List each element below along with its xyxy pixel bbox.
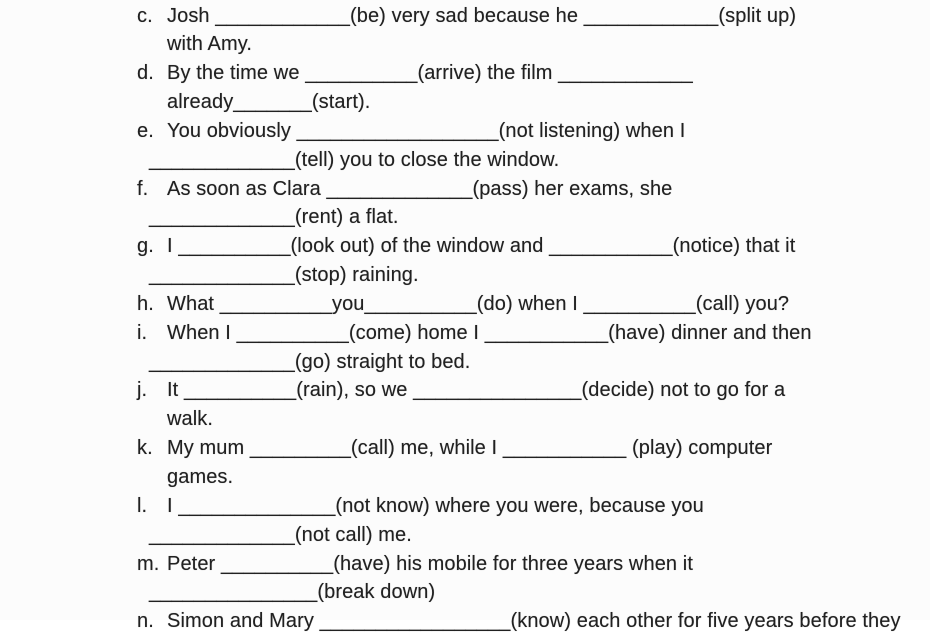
exercise-line [137, 550, 901, 579]
sentence-text: My mum _________(call) me, while I ___________ (play) computer [167, 437, 772, 459]
sentence-text: Josh ____________(be) very sad because he ____________(split up) [167, 5, 796, 27]
item-label: f. [137, 175, 167, 204]
exercise-line [137, 261, 901, 290]
exercise-line [137, 2, 901, 31]
sentence-text: I ______________(not know) where you were, because you [167, 495, 704, 517]
exercise-line [137, 434, 901, 463]
item-label: d. [137, 59, 167, 88]
exercise-line [137, 146, 901, 175]
sentence-text: What __________you__________(do) when I __________(call) you? [167, 293, 789, 315]
exercise-line [137, 117, 901, 146]
sentence-text: games. [167, 466, 233, 488]
item-label: m. [137, 550, 167, 579]
sentence-text: already_______(start). [167, 91, 370, 113]
sentence-text: _____________(tell) you to close the window. [149, 149, 559, 171]
sentence-text: You obviously __________________(not listening) when I [167, 120, 685, 142]
exercise-line [137, 607, 901, 636]
sentence-text: I __________(look out) of the window and ___________(notice) that it [167, 235, 795, 257]
sentence-text: with Amy. [167, 33, 252, 55]
sentence-text: _____________(not call) me. [149, 524, 412, 546]
exercise-line [137, 463, 901, 492]
sentence-text: _____________(stop) raining. [149, 264, 419, 286]
exercise-line [137, 578, 901, 607]
sentence-text: As soon as Clara _____________(pass) her exams, she [167, 178, 672, 200]
exercise-line [137, 376, 901, 405]
exercise-line [137, 492, 901, 521]
sentence-text: It __________(rain), so we _______________(decide) not to go for a [167, 379, 785, 401]
sentence-text: By the time we __________(arrive) the film ____________ [167, 62, 693, 84]
item-label: e. [137, 117, 167, 146]
exercise-line [137, 203, 901, 232]
exercise-line [137, 232, 901, 261]
item-label: n. [137, 607, 167, 636]
worksheet-body [137, 2, 901, 636]
sentence-text: Simon and Mary _________________(know) each other for five years before they [167, 610, 901, 632]
item-label: k. [137, 434, 167, 463]
sentence-text: _____________(go) straight to bed. [149, 351, 470, 373]
sentence-text: Peter __________(have) his mobile for three years when it [167, 553, 693, 575]
exercise-line [137, 348, 901, 377]
item-label: h. [137, 290, 167, 319]
item-label: c. [137, 2, 167, 31]
item-label: l. [137, 492, 167, 521]
exercise-line [137, 59, 901, 88]
exercise-line [137, 290, 901, 319]
exercise-line [137, 319, 901, 348]
sentence-text: walk. [167, 408, 213, 430]
item-label: i. [137, 319, 167, 348]
item-label: j. [137, 376, 167, 405]
exercise-line [137, 521, 901, 550]
sentence-text: _____________(rent) a flat. [149, 206, 399, 228]
item-label: g. [137, 232, 167, 261]
exercise-line [137, 405, 901, 434]
sentence-text: _______________(break down) [149, 581, 435, 603]
exercise-line [137, 30, 901, 59]
sentence-text: When I __________(come) home I ___________(have) dinner and then [167, 322, 812, 344]
exercise-line [137, 175, 901, 204]
exercise-line [137, 88, 901, 117]
